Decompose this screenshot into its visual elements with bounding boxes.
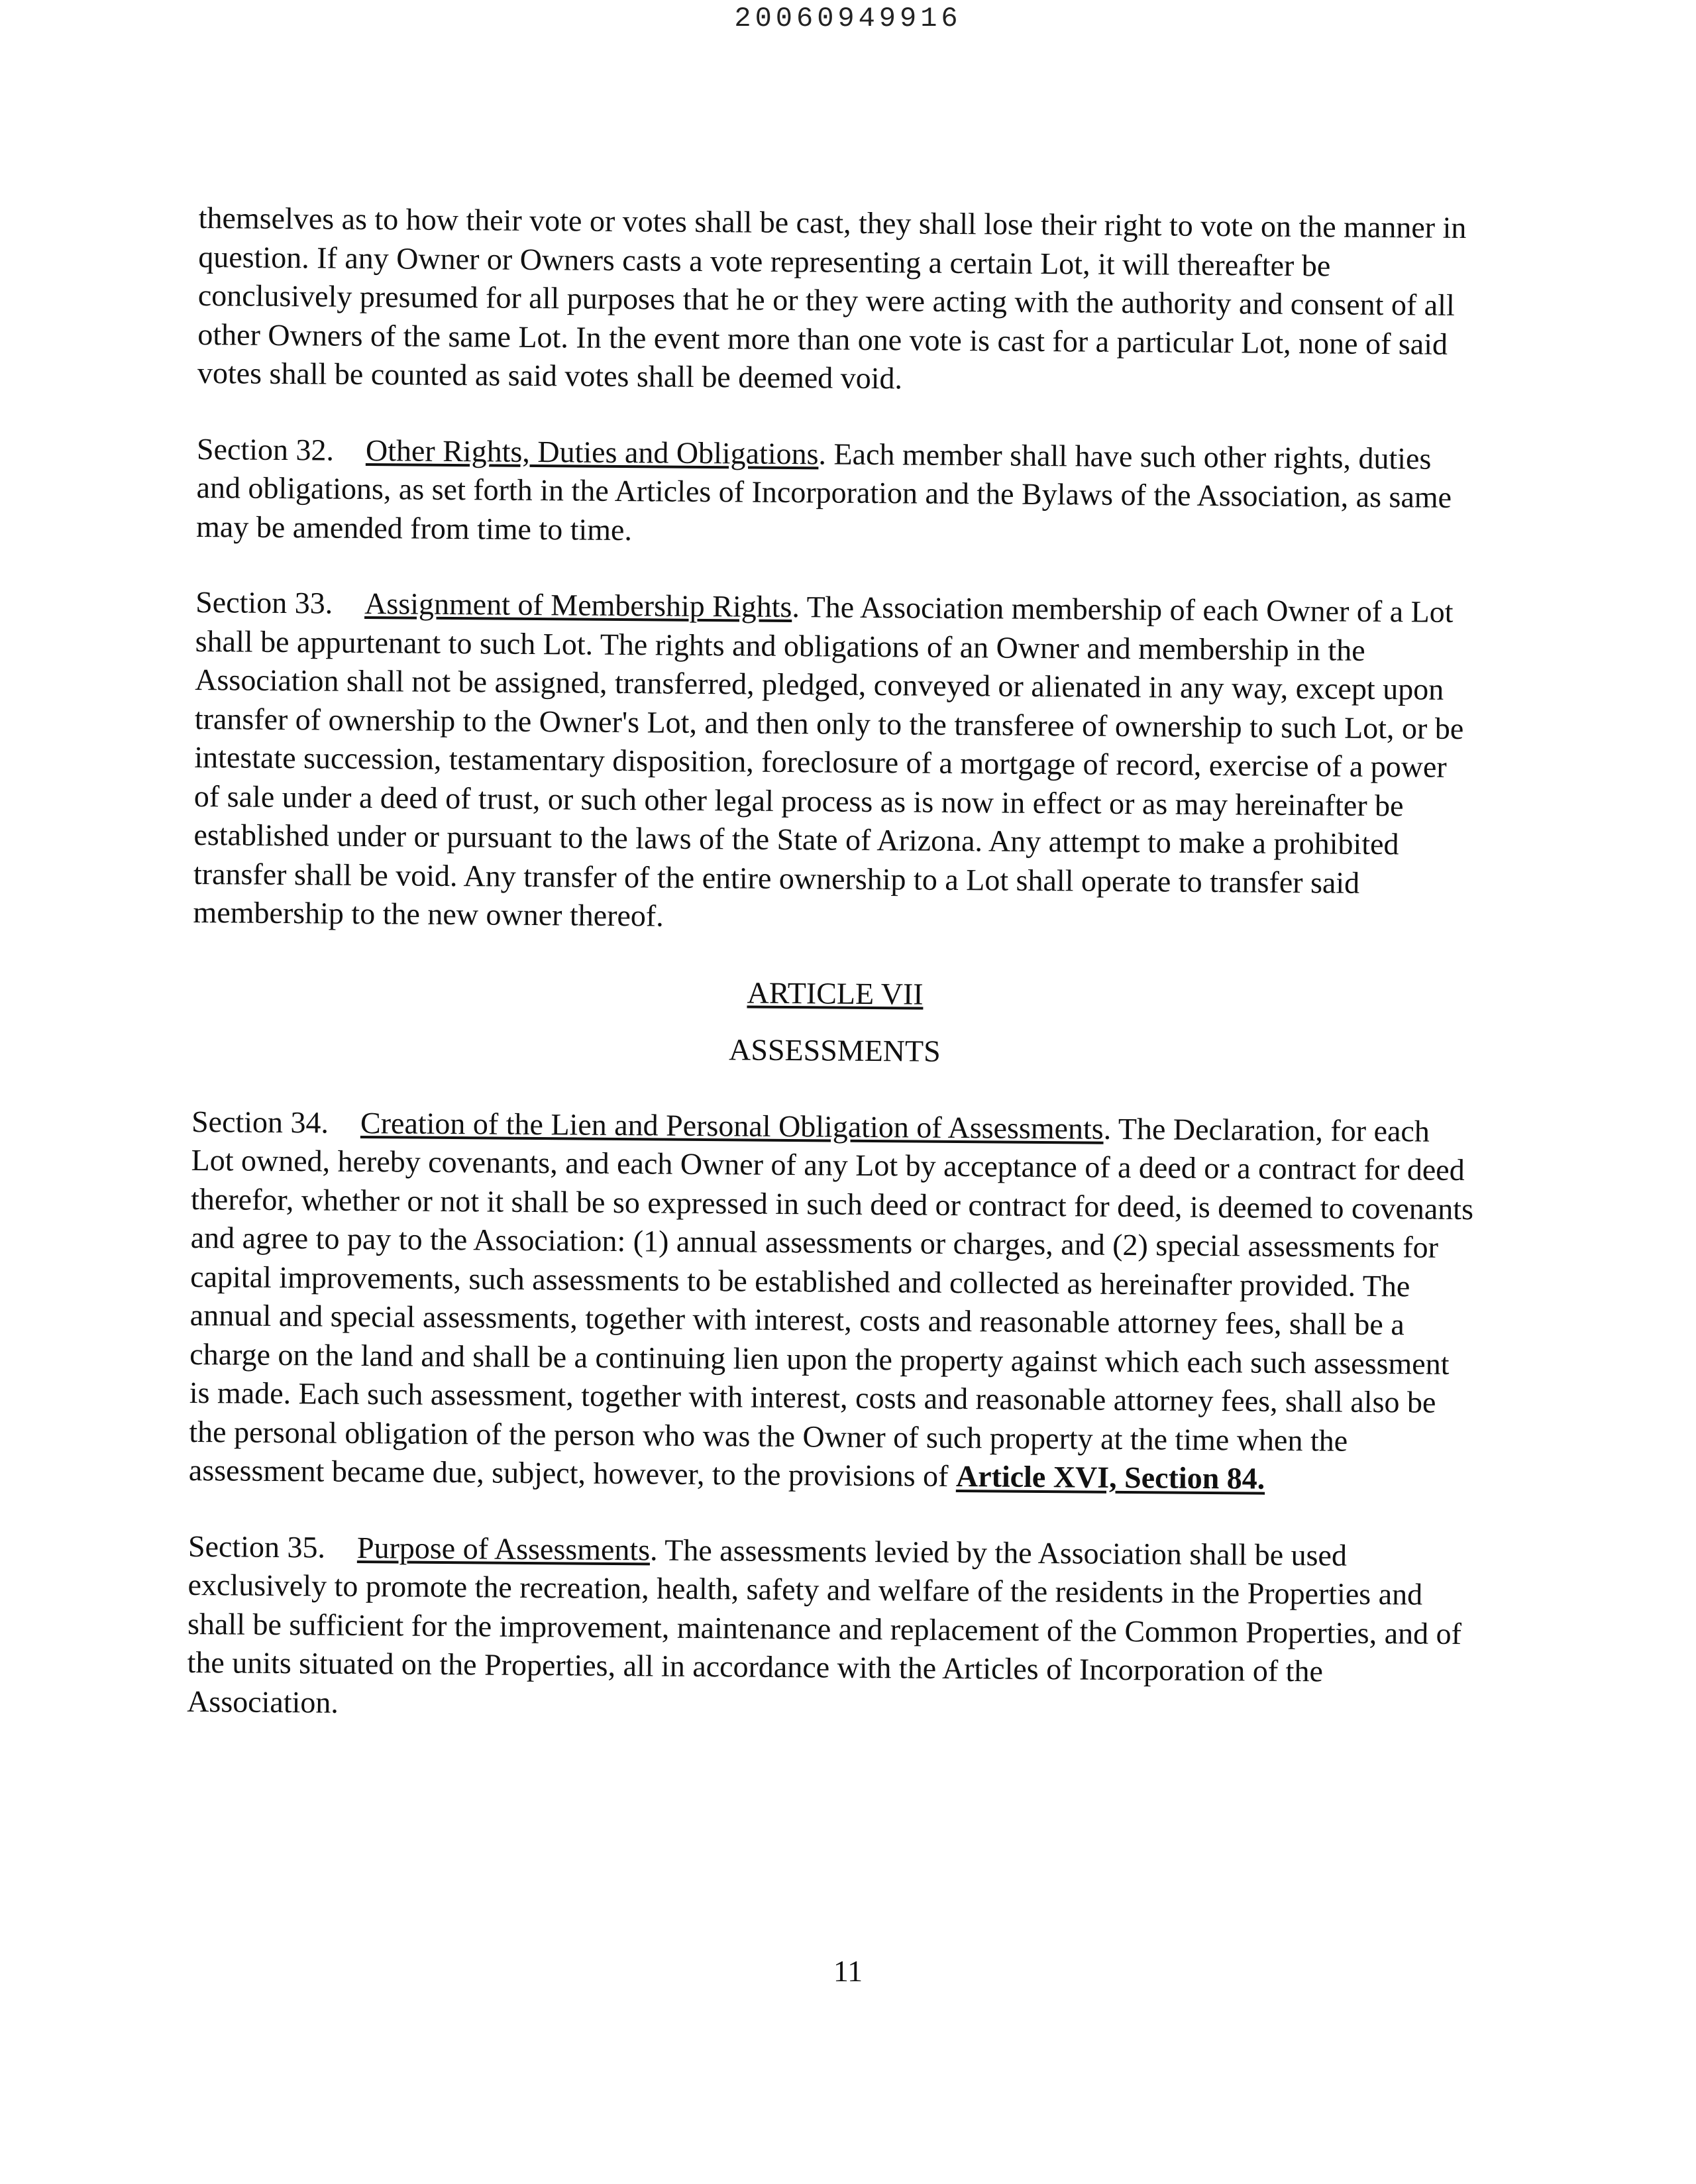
section-32-title: Other Rights, Duties and Obligations bbox=[365, 433, 819, 470]
section-35-title: Purpose of Assessments bbox=[356, 1530, 651, 1566]
article-subheading: ASSESSMENTS bbox=[728, 1032, 941, 1068]
section-33-title: Assignment of Membership Rights bbox=[364, 586, 792, 624]
page-body bbox=[187, 199, 1484, 1768]
document-number: 20060949916 bbox=[734, 3, 962, 34]
continuation-text: themselves as to how their vote or votes shall be cast, they shall lose their right to vote on the manner in question. If any Owner or Owners casts a vote representing a certain Lot, it will thereafter be conclusively presumed for all purposes that he or they were acting with the authority and consent of all other Owners of the same Lot. In the event more than one vote is cast for a particular Lot, none of said votes shall be counted as said votes shall be deemed void. bbox=[197, 200, 1467, 396]
section-34 bbox=[189, 1102, 1477, 1500]
section-34-reference: Article XVI, Section 84. bbox=[955, 1459, 1265, 1496]
section-35-number: Section 35. bbox=[187, 1529, 326, 1564]
section-33-number: Section 33. bbox=[195, 584, 333, 620]
section-32 bbox=[196, 429, 1482, 556]
section-35-body: . The assessments levied by the Association shall be used exclusively to promote the recreation, health, safety and welfare of the residents in the Properties and shall be sufficient for the improvement, maintenance and replacement of the Common Properties, and of the units situated on the Properties, all in accordance with the Articles of Incorporation of the Association. bbox=[186, 1532, 1462, 1720]
continuation-paragraph bbox=[197, 199, 1484, 403]
section-34-title: Creation of the Lien and Personal Obligation of Assessments bbox=[360, 1105, 1104, 1146]
section-32-number: Section 32. bbox=[196, 431, 335, 467]
section-33-body: . The Association membership of each Owner of a Lot shall be appurtenant to such Lot. The rights and obligations of an Owner and membership in the Association shall not be assigned, transferred, pledged, conveyed or alienated in any way, except upon transfer of ownership to the Owner's Lot, and then only to the transferee of ownership to such Lot, or be intestate succession, testamentary disposition, foreclosure of a mortgage of record, exercise of a power of sale under a deed of trust, or such other legal process as is now in effect or as may hereinafter be established under or pursuant to the laws of the State of Arizona. Any attempt to make a prohibited transfer shall be void. Any transfer of the entire ownership to a Lot shall operate to transfer said membership to the new owner thereof. bbox=[193, 590, 1464, 933]
section-32-body: . Each member shall have such other rights, duties and obligations, as set forth in the Articles of Incorporation and the Bylaws of the Association, as same may be amended from time to time. bbox=[195, 436, 1452, 547]
article-heading: ARTICLE VII bbox=[747, 975, 924, 1011]
section-35 bbox=[187, 1527, 1473, 1731]
section-34-number: Section 34. bbox=[191, 1104, 329, 1140]
section-34-body: . The Declaration, for each Lot owned, hereby covenants, and each Owner of any Lot by acceptance of a deed or a contract for deed therefor, whether or not it shall be so expressed in such deed or contract for deed, is deemed to covenants and agree to pay to the Association: (1) annual assessments or charges, and (2) special assessments for capital improvements, such assessments to be established and collected as hereinafter provided. The annual and special assessments, together with interest, costs and reasonable attorney fees, shall be a charge on the land and shall be a continuing lien upon the property against which each such assessment is made. Each such assessment, together with interest, costs and reasonable attorney fees, shall also be the personal obligation of the person who was the Owner of such property at the time when the assessment became due, subject, however, to the provisions of bbox=[188, 1111, 1474, 1494]
page-number: 11 bbox=[833, 1954, 863, 1988]
section-33 bbox=[193, 583, 1481, 942]
